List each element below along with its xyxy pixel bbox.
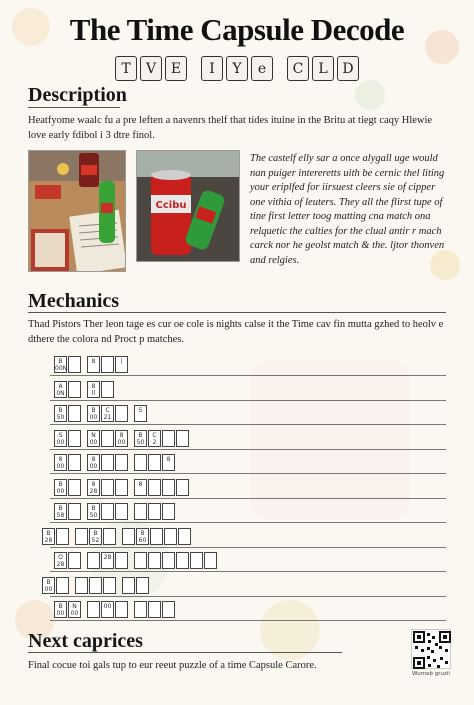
code-tile[interactable] xyxy=(122,528,135,545)
code-tile-subtext: 00 xyxy=(89,463,98,470)
code-tile[interactable] xyxy=(134,601,147,618)
code-tile[interactable] xyxy=(134,503,147,520)
code-tile[interactable]: 8 xyxy=(87,356,100,373)
code-tile[interactable] xyxy=(115,454,128,471)
code-tile[interactable] xyxy=(115,479,128,496)
code-tile-subtext: 0N xyxy=(56,389,65,397)
code-tile[interactable] xyxy=(101,454,114,471)
code-tile[interactable]: B 50 xyxy=(54,405,67,422)
code-tile[interactable] xyxy=(68,356,81,373)
code-tile[interactable] xyxy=(75,528,88,545)
code-tile-subtext: 00 xyxy=(56,610,65,617)
code-tile[interactable] xyxy=(101,356,114,373)
code-tile-subtext: 50 xyxy=(89,512,98,519)
code-tile[interactable] xyxy=(148,503,161,520)
code-tile[interactable]: N 00 xyxy=(87,430,100,447)
code-tile-group xyxy=(54,503,175,520)
qr-label: Wumeb gruzii xyxy=(412,671,450,677)
code-tile[interactable]: 8 xyxy=(162,454,175,471)
code-tile[interactable]: B 00 xyxy=(42,577,55,594)
photo-soda-cans xyxy=(136,150,240,262)
description-heading: Description xyxy=(28,84,127,106)
code-tile[interactable] xyxy=(68,454,81,471)
description-intro: Heatfyome waalc fu a pre leften a navenrs thelf that tides ituine in the Britu at tiegt caqy Hlewie love early fdibol i 3 dtre finol. xyxy=(28,115,433,141)
code-tile-subtext: 50 xyxy=(136,438,145,446)
code-tile[interactable] xyxy=(115,503,128,520)
code-tile[interactable] xyxy=(115,601,128,618)
code-tile[interactable] xyxy=(190,552,203,569)
next-heading: Next caprices xyxy=(28,630,143,652)
code-tile-group xyxy=(42,528,191,545)
code-tile[interactable] xyxy=(162,503,175,520)
code-tile[interactable] xyxy=(56,528,69,545)
letter-tile: E xyxy=(165,56,187,81)
code-tile-subtext: 00 xyxy=(56,438,65,446)
code-tile-subtext: 52 xyxy=(91,536,100,544)
code-tile[interactable] xyxy=(134,454,147,471)
code-tile-group xyxy=(54,405,147,422)
code-tile[interactable] xyxy=(176,430,189,447)
code-tile[interactable] xyxy=(162,601,175,618)
code-tile-subtext: 00 xyxy=(89,438,98,446)
code-tile-subtext: 00N xyxy=(55,365,68,372)
code-tile[interactable] xyxy=(148,454,161,471)
code-row xyxy=(30,401,446,425)
code-row xyxy=(30,352,446,376)
code-tile[interactable]: B 00 xyxy=(54,479,67,496)
code-row xyxy=(30,597,446,621)
code-row xyxy=(30,475,446,499)
code-row xyxy=(30,548,446,572)
letter-tile: L xyxy=(312,56,334,81)
code-tile-group xyxy=(54,430,189,447)
code-tile[interactable] xyxy=(115,405,128,422)
code-tile[interactable] xyxy=(68,479,81,496)
svg-text:Ccibu: Ccibu xyxy=(155,200,187,211)
code-tile[interactable]: B 00N xyxy=(55,358,68,372)
code-tile-group xyxy=(54,356,128,373)
code-tile-subtext: 2 xyxy=(152,438,157,446)
code-tile[interactable] xyxy=(164,528,177,545)
letter-tile: T xyxy=(115,56,137,81)
tile-group xyxy=(115,56,187,81)
photo-illustration xyxy=(137,151,240,262)
code-tile-group xyxy=(54,552,217,569)
code-tile[interactable]: 8 28 xyxy=(87,479,100,496)
code-tile[interactable] xyxy=(75,577,88,594)
code-tile[interactable] xyxy=(68,381,81,398)
title-tile-groups xyxy=(0,56,474,81)
code-tile[interactable] xyxy=(101,601,114,618)
code-tile-subtext: 00 xyxy=(103,603,112,610)
heading-underline xyxy=(28,312,446,313)
code-tile-subtext: 00 xyxy=(56,463,65,470)
code-tile[interactable] xyxy=(101,381,114,398)
code-tile[interactable] xyxy=(68,552,81,569)
code-tile-group xyxy=(42,577,149,594)
code-tile[interactable]: B 58 xyxy=(54,503,67,520)
code-tile[interactable]: C 21 xyxy=(101,405,114,422)
code-tile[interactable] xyxy=(204,552,217,569)
code-tile[interactable] xyxy=(122,577,135,594)
code-tile[interactable]: B 00 xyxy=(87,405,100,422)
code-tile[interactable] xyxy=(162,552,175,569)
code-tile-subtext: 00 xyxy=(89,414,98,421)
code-tile[interactable]: N 00 xyxy=(68,601,81,618)
code-row xyxy=(30,377,446,401)
code-tile[interactable] xyxy=(101,503,114,520)
code-tile-subtext: 00 xyxy=(70,610,79,617)
code-tile[interactable]: B 00 xyxy=(54,601,67,618)
heading-underline xyxy=(28,652,342,653)
code-tile[interactable] xyxy=(162,479,175,496)
code-tile-group xyxy=(54,479,189,496)
code-tile-subtext: 00 xyxy=(117,438,126,446)
code-tile-group xyxy=(54,381,114,398)
mechanics-heading: Mechanics xyxy=(28,290,120,312)
code-tile[interactable] xyxy=(148,552,161,569)
code-tile[interactable]: O 28 xyxy=(54,552,67,569)
code-tile[interactable] xyxy=(56,577,69,594)
code-tile-subtext: 60 xyxy=(138,536,147,544)
code-tile[interactable] xyxy=(101,552,114,569)
code-tile[interactable]: C 2 xyxy=(148,430,161,447)
code-tile[interactable]: A 0N xyxy=(54,381,67,398)
code-row xyxy=(30,450,446,474)
answer-line xyxy=(50,620,446,621)
code-tile-subtext: | xyxy=(120,358,123,365)
code-tile[interactable] xyxy=(134,552,147,569)
code-tile[interactable]: B 60 xyxy=(136,528,149,545)
tile-group xyxy=(287,56,359,81)
code-tile[interactable] xyxy=(68,405,81,422)
code-tile[interactable] xyxy=(101,479,114,496)
code-tile-subtext: 58 xyxy=(56,512,65,519)
qr-code[interactable] xyxy=(411,629,451,669)
code-row xyxy=(30,499,446,523)
code-tile[interactable]: 8 ll xyxy=(87,381,100,398)
next-text: Final cocue toi gals tup to eur reeut puzzle of a time Capsule Carore. xyxy=(28,660,317,671)
code-tile-group xyxy=(54,601,175,618)
code-tile[interactable]: 8 00 xyxy=(54,454,67,471)
letter-tile: C xyxy=(287,56,309,81)
code-tile-subtext: 00 xyxy=(56,487,65,495)
photo-table-clues xyxy=(28,150,126,272)
code-tile-subtext: 50 xyxy=(56,414,65,421)
code-tile[interactable] xyxy=(162,430,175,447)
code-tile[interactable] xyxy=(68,430,81,447)
code-row xyxy=(30,426,446,450)
mechanics-text: Thad Pistors Ther leon tage es cur oe cole is nights calse it the Time cav fin mutta gzhed to heolv e dthere the colora nd Proct p matches. xyxy=(28,319,444,345)
code-tile[interactable] xyxy=(115,356,128,373)
tile-group xyxy=(201,56,273,81)
code-tile[interactable] xyxy=(178,528,191,545)
code-row xyxy=(30,573,446,597)
code-tile[interactable] xyxy=(148,601,161,618)
letter-tile: V xyxy=(140,56,162,81)
code-tile[interactable]: 8 00 xyxy=(115,430,128,447)
code-tile-subtext: 28 xyxy=(44,536,53,544)
code-tile-subtext: 28 xyxy=(89,487,98,495)
code-tile[interactable]: S 00 xyxy=(54,430,67,447)
code-tile[interactable]: B 50 xyxy=(134,430,147,447)
code-tile[interactable] xyxy=(89,577,102,594)
code-tile[interactable]: B 50 xyxy=(87,503,100,520)
code-tile[interactable] xyxy=(87,552,100,569)
code-tile-subtext: 00 xyxy=(44,585,53,593)
code-tile[interactable]: B 52 xyxy=(89,528,102,545)
photo-caption-text: The castelf elly sar a once alygall uge would nan puiger intereretts uith be cernic thel liting your eriplfed for iirsuest cleers sie of cipper one vithia of leuters. They all the flirst tupe of tine first letter toog matting cna match ona relquetic the calties for the clual antir r mach carck nor he geolst match & the. ljtor thonven and relgies. xyxy=(250,153,445,266)
qr-code-icon xyxy=(412,630,452,670)
code-row xyxy=(30,524,446,548)
code-tile[interactable] xyxy=(176,552,189,569)
code-tile[interactable]: 5 xyxy=(134,405,147,422)
code-tile[interactable] xyxy=(68,503,81,520)
code-tile-subtext: ll xyxy=(91,389,96,397)
code-tile-subtext: 28 xyxy=(103,554,112,561)
code-tile[interactable] xyxy=(87,601,100,618)
letter-tile: I xyxy=(201,56,223,81)
photo-illustration xyxy=(29,151,126,272)
letter-tile: D xyxy=(337,56,359,81)
code-tile[interactable] xyxy=(148,479,161,496)
code-tile[interactable]: 8 xyxy=(134,479,147,496)
letter-tile: e xyxy=(251,56,273,81)
code-tile[interactable]: B 28 xyxy=(42,528,55,545)
code-tile-subtext: 28 xyxy=(56,561,65,568)
code-tile[interactable] xyxy=(101,430,114,447)
code-tile-group xyxy=(54,454,175,471)
code-tile[interactable]: 8 00 xyxy=(87,454,100,471)
code-tile[interactable] xyxy=(136,577,149,594)
code-tile[interactable] xyxy=(176,479,189,496)
code-tile[interactable] xyxy=(150,528,163,545)
code-tile[interactable] xyxy=(103,577,116,594)
code-tile-subtext: 21 xyxy=(103,414,112,421)
page-title: The Time Capsule Decode xyxy=(69,12,405,47)
code-tile[interactable] xyxy=(115,552,128,569)
code-tile[interactable] xyxy=(103,528,116,545)
heading-underline xyxy=(28,107,120,108)
letter-tile: Y xyxy=(226,56,248,81)
